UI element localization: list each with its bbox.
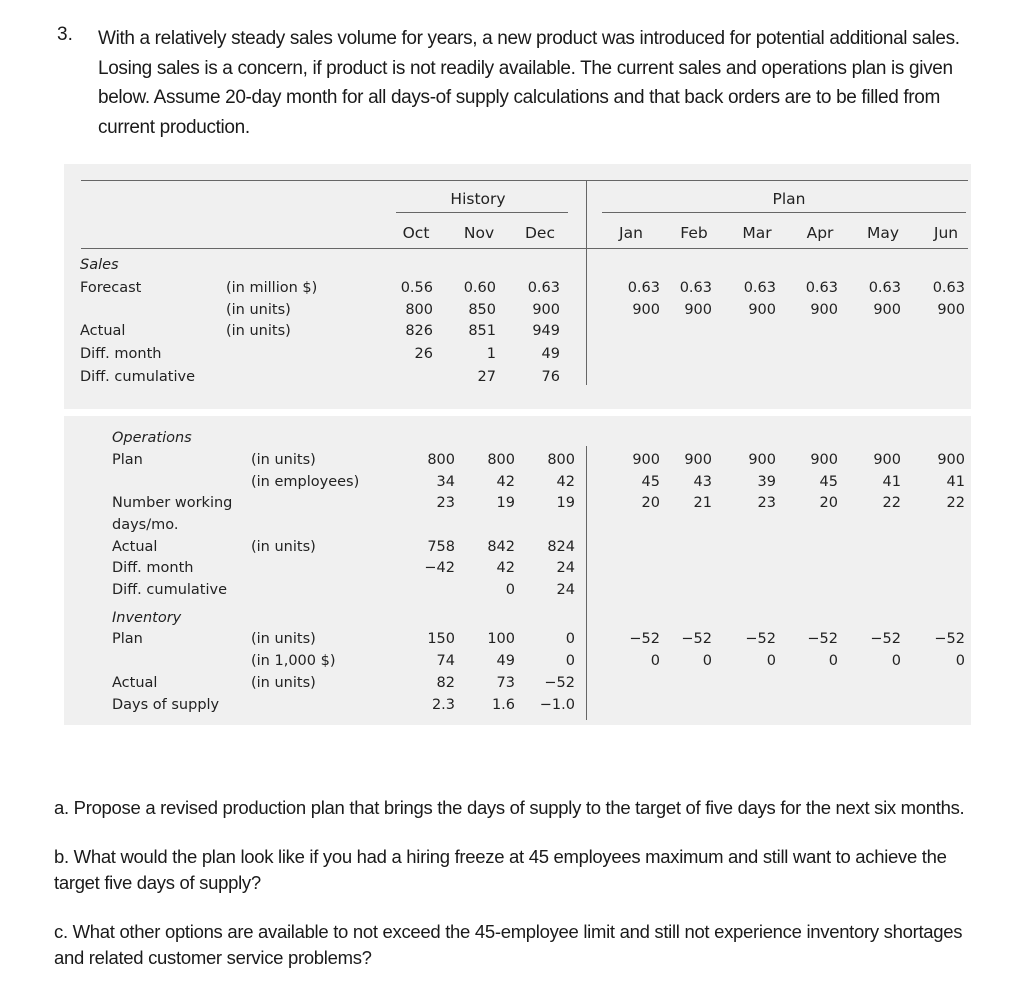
sales-history-cell: 900: [532, 302, 560, 318]
sales-plan-cell: 900: [810, 302, 838, 318]
operations-plan-cell: 900: [937, 452, 965, 468]
operations-plan-cell: 900: [873, 452, 901, 468]
question-a: [54, 795, 1004, 821]
inventory-row-unit: (in units): [251, 675, 316, 691]
sales-history-cell: 800: [405, 302, 433, 318]
inventory-history-cell: 2.3: [431, 697, 455, 713]
inventory-plan-cell: 0: [766, 653, 776, 669]
operations-plan-cell: 41: [882, 474, 901, 490]
operations-row-unit: (in units): [251, 539, 316, 555]
operations-plan-cell: 45: [641, 474, 660, 490]
operations-row-label: Diff. month: [112, 560, 194, 576]
operations-history-cell: 0: [505, 582, 515, 598]
sales-history-cell: 851: [468, 323, 496, 339]
inventory-plan-cell: −52: [807, 631, 838, 647]
sales-row-unit: (in units): [226, 323, 291, 339]
intro-line: Losing sales is a concern, if product is not readily available. The current sales and operations plan is given: [98, 57, 953, 79]
operations-history-cell: 24: [556, 560, 575, 576]
operations-plan-cell: 900: [632, 452, 660, 468]
sales-plan-cell: 0.63: [627, 280, 660, 296]
sales-history-cell: 1: [486, 346, 496, 362]
plan-group-header: Plan: [772, 190, 806, 208]
inventory-history-cell: −52: [544, 675, 575, 691]
sales-row-label: Forecast: [80, 280, 142, 296]
inventory-row-label: Days of supply: [112, 697, 220, 713]
inventory-history-cell: 150: [427, 631, 455, 647]
operations-history-cell: 24: [556, 582, 575, 598]
sales-history-cell: 0.60: [463, 280, 496, 296]
sales-plan-cell: 900: [748, 302, 776, 318]
inventory-row-label: Actual: [112, 675, 158, 691]
operations-section-label: Operations: [112, 430, 192, 446]
month-header-nov: Nov: [463, 224, 495, 242]
inventory-history-cell: 49: [496, 653, 515, 669]
header-bottom-rule: [81, 248, 968, 249]
inventory-history-cell: 0: [565, 631, 575, 647]
sales-row-label: Diff. month: [80, 346, 162, 362]
operations-history-cell: 42: [496, 560, 515, 576]
inventory-history-cell: 0: [565, 653, 575, 669]
operations-history-cell: 824: [547, 539, 575, 555]
sales-plan-cell: 900: [632, 302, 660, 318]
history-group-rule: [396, 212, 568, 213]
inventory-history-cell: −1.0: [539, 697, 575, 713]
question-line: and related customer service problems?: [54, 947, 372, 968]
inventory-plan-cell: 0: [891, 653, 901, 669]
inventory-history-cell: 100: [487, 631, 515, 647]
sales-plan-cell: 900: [684, 302, 712, 318]
operations-history-cell: −42: [424, 560, 455, 576]
table-top-rule: [81, 180, 968, 181]
sales-plan-cell: 900: [873, 302, 901, 318]
operations-history-cell: 800: [547, 452, 575, 468]
month-header-feb: Feb: [680, 224, 708, 242]
sales-history-cell: 826: [405, 323, 433, 339]
month-header-dec: Dec: [525, 224, 555, 242]
inventory-plan-cell: −52: [934, 631, 965, 647]
sales-history-cell: 27: [477, 369, 496, 385]
inventory-section-label: Inventory: [112, 610, 182, 626]
sales-section-label: Sales: [80, 257, 119, 273]
operations-plan-cell: 22: [946, 495, 965, 511]
inventory-plan-cell: 0: [955, 653, 965, 669]
operations-row-label: Number working: [112, 495, 233, 511]
sales-plan-cell: 0.63: [743, 280, 776, 296]
operations-history-cell: 800: [487, 452, 515, 468]
question-b: [54, 844, 1004, 896]
sales-plan-cell: 0.63: [932, 280, 965, 296]
month-header-jun: Jun: [933, 224, 959, 242]
operations-plan-cell: 43: [693, 474, 712, 490]
sales-history-cell: 49: [541, 346, 560, 362]
operations-plan-cell: 23: [757, 495, 776, 511]
operations-row-label: Diff. cumulative: [112, 582, 228, 598]
inventory-history-cell: 74: [436, 653, 455, 669]
operations-plan-cell: 21: [693, 495, 712, 511]
sales-history-cell: 0.56: [400, 280, 433, 296]
inventory-plan-cell: 0: [702, 653, 712, 669]
intro-line: current production.: [98, 116, 250, 138]
sales-plan-cell: 0.63: [868, 280, 901, 296]
inventory-plan-cell: −52: [870, 631, 901, 647]
operations-history-cell: 42: [496, 474, 515, 490]
sales-row-unit: (in million $): [226, 280, 318, 296]
operations-plan-cell: 20: [641, 495, 660, 511]
month-header-apr: Apr: [806, 224, 834, 242]
sales-history-cell: 949: [532, 323, 560, 339]
inventory-plan-cell: 0: [828, 653, 838, 669]
operations-row-unit: (in units): [251, 452, 316, 468]
inventory-row-unit: (in units): [251, 631, 316, 647]
inventory-plan-cell: −52: [681, 631, 712, 647]
history-group-header: History: [450, 190, 506, 208]
sales-plan-cell: 0.63: [805, 280, 838, 296]
question-line: a. Propose a revised production plan that brings the days of supply to the target of five days for the next six months.: [54, 797, 965, 818]
month-header-may: May: [866, 224, 900, 242]
sales-plan-cell: 900: [937, 302, 965, 318]
month-header-jan: Jan: [619, 224, 643, 242]
operations-plan-cell: 900: [684, 452, 712, 468]
operations-plan-cell: 41: [946, 474, 965, 490]
inventory-history-cell: 73: [496, 675, 515, 691]
inventory-row-unit: (in 1,000 $): [251, 653, 336, 669]
operations-history-cell: 19: [556, 495, 575, 511]
question-c: [54, 919, 1004, 971]
operations-plan-cell: 39: [757, 474, 776, 490]
operations-plan-cell: 45: [819, 474, 838, 490]
inventory-history-cell: 82: [436, 675, 455, 691]
operations-history-cell: 23: [436, 495, 455, 511]
intro-line: With a relatively steady sales volume for years, a new product was introduced for potential additional sales.: [98, 28, 960, 49]
operations-history-cell: 19: [496, 495, 515, 511]
operations-plan-cell: 22: [882, 495, 901, 511]
operations-history-cell: 842: [487, 539, 515, 555]
inventory-plan-cell: −52: [745, 631, 776, 647]
operations-row-label: Actual: [112, 539, 158, 555]
sales-plan-cell: 0.63: [679, 280, 712, 296]
plan-group-rule: [602, 212, 966, 213]
operations-history-cell: 34: [436, 474, 455, 490]
question-line: b. What would the plan look like if you had a hiring freeze at 45 employees maximum and still want to achieve the: [54, 846, 947, 867]
operations-plan-cell: 20: [819, 495, 838, 511]
month-header-mar: Mar: [742, 224, 772, 242]
operations-plan-cell: 900: [748, 452, 776, 468]
inventory-row-label: Plan: [112, 631, 143, 647]
operations-row-label: Plan: [112, 452, 143, 468]
sales-row-unit: (in units): [226, 302, 291, 318]
sales-row-label: Diff. cumulative: [80, 369, 196, 385]
operations-plan-cell: 900: [810, 452, 838, 468]
operations-history-cell: 800: [427, 452, 455, 468]
inventory-plan-cell: 0: [650, 653, 660, 669]
sales-history-cell: 0.63: [527, 280, 560, 296]
operations-history-cell: 42: [556, 474, 575, 490]
sales-history-cell: 850: [468, 302, 496, 318]
month-header-oct: Oct: [402, 224, 430, 242]
question-line: target five days of supply?: [54, 872, 261, 893]
operations-row-label: days/mo.: [112, 517, 179, 533]
operations-row-unit: (in employees): [251, 474, 360, 490]
sales-history-cell: 76: [541, 369, 560, 385]
problem-number: 3.: [57, 24, 73, 45]
sales-row-label: Actual: [80, 323, 126, 339]
intro-line: below. Assume 20-day month for all days-of supply calculations and that back orders are to be filled from: [98, 87, 940, 108]
inventory-plan-cell: −52: [629, 631, 660, 647]
question-line: c. What other options are available to not exceed the 45-employee limit and still not experience inventory shortages: [54, 921, 963, 942]
operations-history-cell: 758: [427, 539, 455, 555]
inventory-history-cell: 1.6: [491, 697, 515, 713]
sales-history-cell: 26: [414, 346, 433, 362]
